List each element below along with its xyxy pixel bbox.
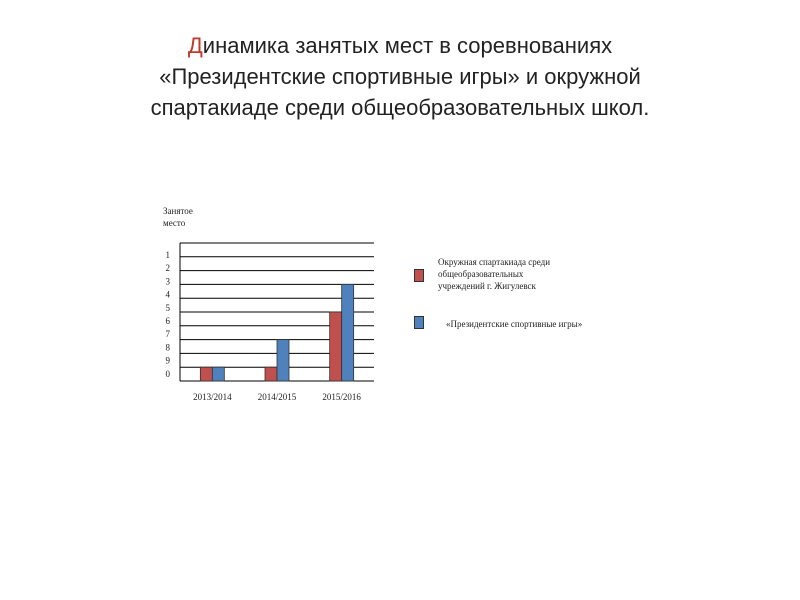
bar: [265, 367, 277, 381]
y-tick-label: 2: [165, 263, 170, 274]
bar: [342, 284, 354, 381]
y-axis-label-line2: место: [163, 218, 186, 228]
y-tick-label: 0: [165, 368, 170, 379]
y-tick-label: 1: [165, 250, 170, 260]
title-line2: «Президентские спортивные игры» и окружной: [159, 64, 641, 89]
bar: [330, 312, 342, 381]
y-tick-label: 4: [165, 289, 170, 300]
x-tick-label: 2013/2014: [193, 392, 232, 402]
title-line1: инамика занятых мест в соревнованиях: [202, 33, 613, 58]
legend-label-series2: «Президентские спортивные игры»: [446, 319, 583, 329]
legend-series1-line1: Окружная спартакиада среди: [438, 257, 551, 267]
y-tick-label: 8: [165, 342, 170, 353]
bar: [212, 367, 224, 381]
legend-swatch-series1: [414, 269, 424, 282]
title-line3: спартакиаде среди общеобразовательных школ.: [150, 95, 650, 120]
legend-series1-line3: учреждений г. Жигулевск: [438, 281, 536, 291]
x-tick-label: 2015/2016: [322, 392, 361, 402]
y-tick-label: 7: [165, 329, 170, 340]
x-tick-label: 2014/2015: [257, 392, 297, 402]
legend-label-series1: [438, 256, 550, 292]
x-tick-labels: [193, 392, 361, 402]
legend-series1-line2: общеобразовательных: [438, 269, 524, 279]
legend-swatch-series2: [414, 316, 424, 329]
y-axis-label-line1: Занятое: [163, 206, 193, 216]
y-tick-label: 3: [165, 276, 170, 287]
y-tick-labels: [166, 250, 171, 379]
y-tick-label: 5: [165, 302, 170, 313]
bar: [200, 367, 212, 381]
title-first-letter: Д: [187, 33, 203, 58]
y-tick-label: 9: [165, 355, 170, 366]
bars: [200, 284, 353, 381]
bar: [277, 340, 289, 381]
y-tick-label: 6: [165, 316, 170, 326]
